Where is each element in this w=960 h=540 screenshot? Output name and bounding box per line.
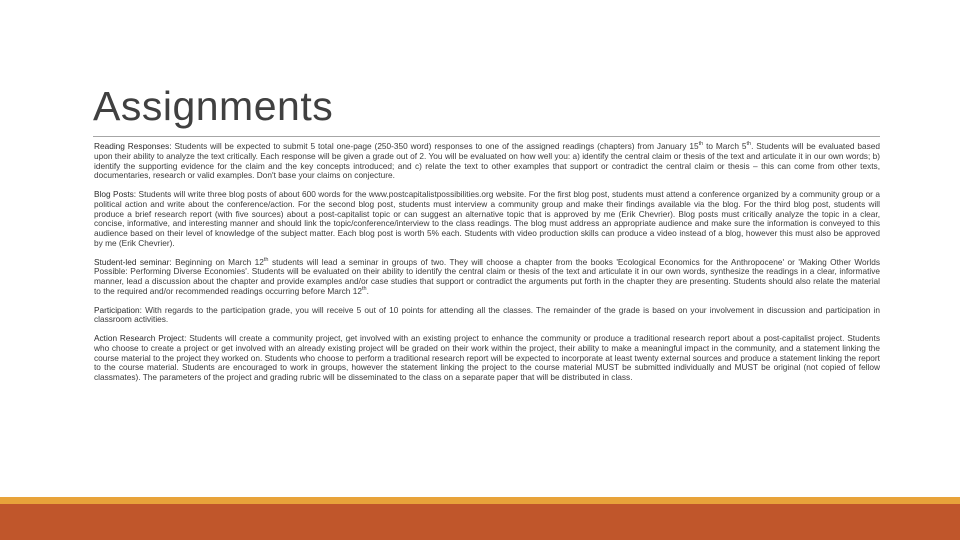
slide-title: Assignments	[93, 83, 334, 129]
reading-responses-text: . Students will be evaluated based upon their ability to analyze the text critically. Each response will be given a grade out of 2. You will be evaluated on how well you: a) identify the central claim or thesis of the text and articulate it in our own words; b) identify the supporting evidence for the claim and the key concepts introduced; and c) relate the text to other examples that support or contradict the central claim or thesis – this can come from other texts, documentaries, research or valid examples. Don't base your claims on conjecture.	[94, 141, 880, 181]
student-led-seminar-paragraph	[94, 258, 880, 297]
participation-text: With regards to the participation grade, you will receive 5 out of 10 points for attending all the classes. The remainder of the grade is based on your involvement in discussion and participation in classroom activities.	[94, 304, 880, 325]
reading-responses-text: Students will be expected to submit 5 total one-page (250-350 word) responses to one of the assigned readings (chapters) from January 15	[171, 141, 699, 151]
blog-posts-text: Students will write three blog posts of about 600 words for the www.postcapitalistpossibilities.org website. For the first blog post, students must attend a conference organized by a community group or a political action and write about the conference/action. For the second blog post, students must interview a community group and make their findings available via the blog. For the third blog post, students will produce a brief research report (with five sources) about a post-capitalist topic or can suggest an alternative topic that is approved by me (Erik Chevrier). Blog posts must critically analyze the topic in a clear, concise, informative, and interesting manner and should link the topic/conference/interview to the class readings. The blog must address an appropriate audience and make sure the information is conveyed to this audience based on their level of knowledge of the subject matter. Each blog post is worth 5% each. Students with video production skills can produce a video instead of a blog, however this must also be approved by me (Erik Chevrier).	[94, 189, 880, 248]
assignments-body	[94, 142, 880, 392]
ordinal-suffix: th	[746, 141, 752, 148]
action-research-project-paragraph	[94, 334, 880, 383]
footer-accent-stripe	[0, 497, 960, 504]
action-research-project-text: Students will create a community project, get involved with an existing project to enhance the community or produce a traditional research report about a post-capitalist project. Students who choose to create a project or get involved with an already existing project will be graded on their work within the project, their ability to make a meaningful impact in the community, and a statement linking the course material to the project they worked on. Students who choose to perform a traditional research report will be expected to incorporate at least twenty external sources and produce a statement linking the report to the course material. Students are encouraged to work in groups, however the statement linking the project to the course material MUST be submitted individually and MUST be original (not copied of fellow classmates). The parameters of the project and grading rubric will be disseminated to the class on a separate paper that will be distributed in class.	[94, 333, 881, 382]
ordinal-suffix: th	[698, 141, 704, 148]
ordinal-suffix: th	[263, 256, 269, 263]
participation-heading: Participation:	[94, 304, 142, 315]
student-led-seminar-text: students will lead a seminar in groups of two. They will choose a chapter from the books 'Ecological Economics for the Anthropocene' or 'Making Other Worlds Possible: Performing Diverse Economies'. Students will be evaluated on their ability to identify the central claim or thesis of the text and articulate it in our own words, synthesize the readings in a clear, informative manner, lead a discussion about the chapter and provide examples and/or case studies that support or contradict the arguments put forth in the chapter they are presenting. Students should also relate the material to the required and/or recommended readings occurring before March 12	[94, 256, 880, 296]
participation-paragraph	[94, 306, 880, 326]
student-led-seminar-text: Beginning on March 12	[171, 256, 264, 267]
action-research-project-heading: Action Research Project:	[94, 333, 187, 343]
student-led-seminar-heading: Student-led seminar:	[94, 256, 172, 267]
reading-responses-paragraph	[94, 142, 880, 181]
reading-responses-heading: Reading Responses:	[94, 141, 172, 151]
student-led-seminar-text: .	[366, 285, 369, 296]
blog-posts-heading: Blog Posts:	[94, 189, 137, 199]
blog-posts-paragraph	[94, 190, 880, 249]
ordinal-suffix: th	[361, 285, 367, 292]
reading-responses-text: to March 5	[703, 141, 747, 151]
title-divider	[93, 136, 880, 137]
